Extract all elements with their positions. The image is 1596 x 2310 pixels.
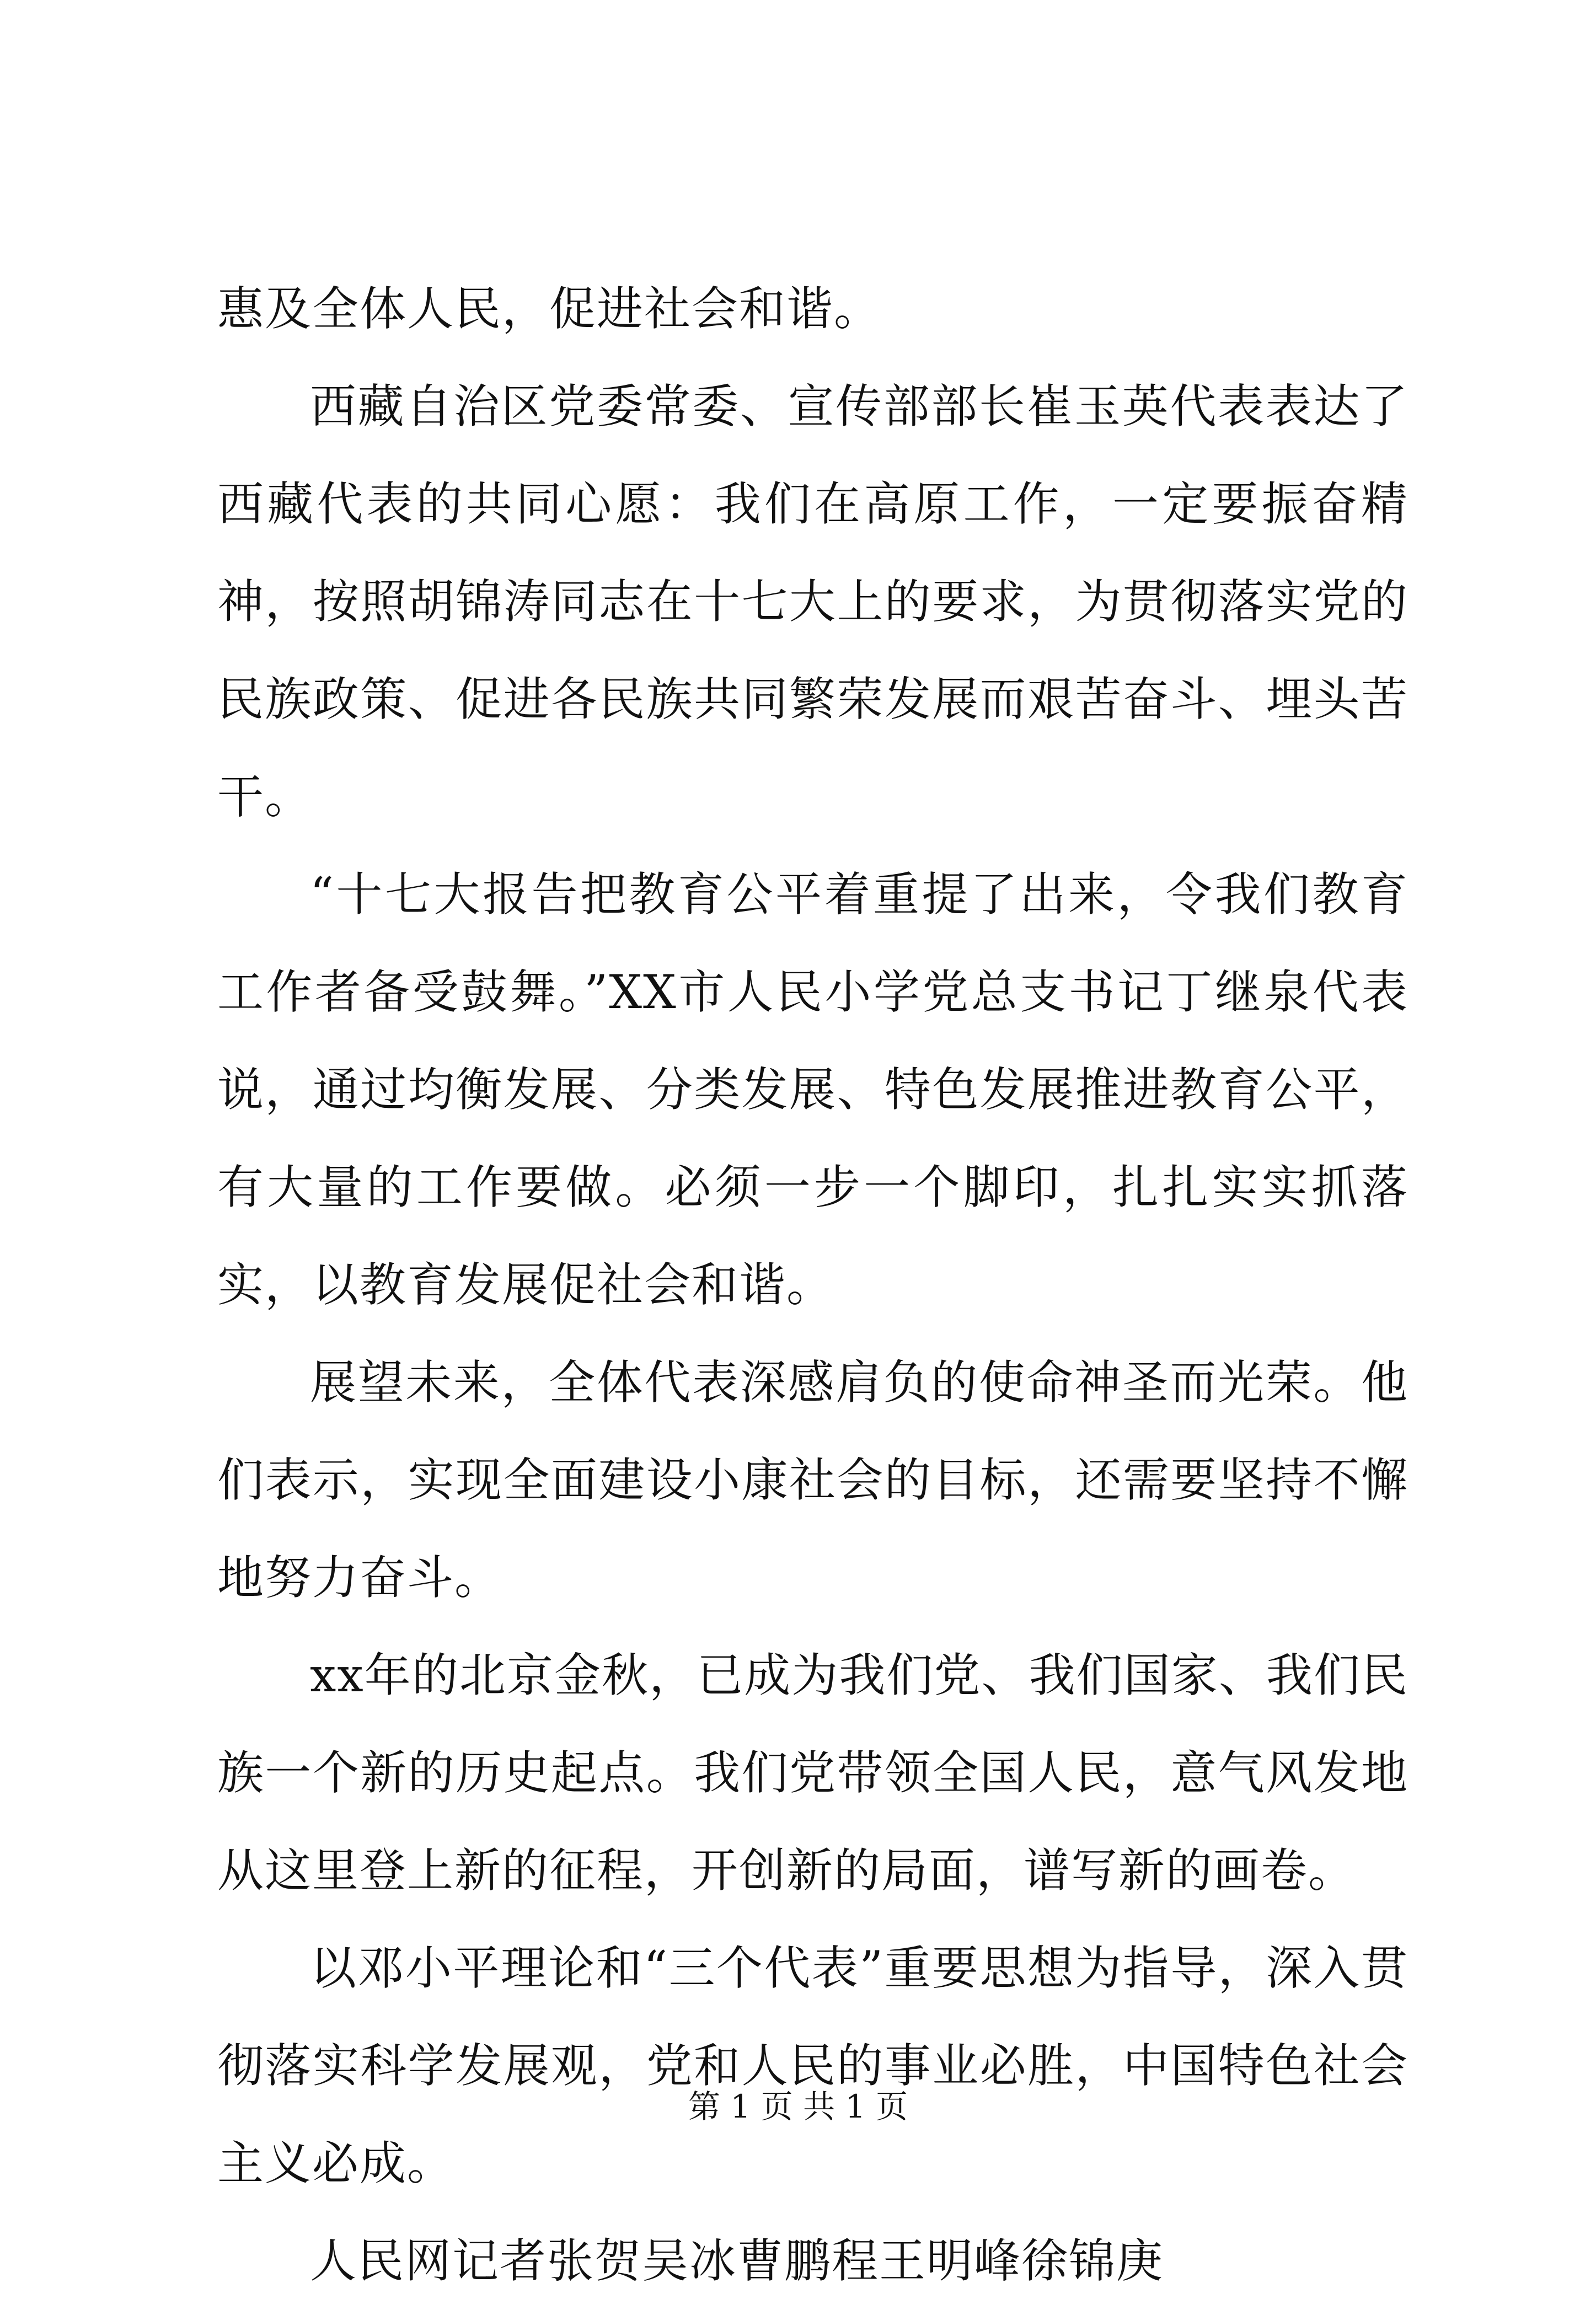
paragraph-reporters: 人民网记者张贺吴冰曹鹏程王明峰徐锦庚 (310, 2234, 1164, 2288)
paragraph-tibet-delegate: 西藏自治区党委常委、宣传部部长崔玉英代表表达了西藏代表的共同心愿：我们在高原工作，一定要振奋精神，按照胡锦涛同志在十七大上的要求，为贯彻落实党的民族政策、促进各民族共同繁荣发展而艰苦奋斗、埋头苦干。 (217, 379, 1408, 824)
paragraph-guiding-theory: 以邓小平理论和“三个代表”重要思想为指导，深入贯彻落实科学发展观，党和人民的事业必胜，中国特色社会主义必成。 (217, 1941, 1408, 2190)
paragraph-continuation: 惠及全体人民，促进社会和谐。 (217, 282, 882, 336)
page-number-footer: 第 1 页 共 1 页 (688, 2088, 908, 2125)
paragraph-beijing-autumn: xx年的北京金秋，已成为我们党、我们国家、我们民族一个新的历史起点。我们党带领全国人民，意气风发地从这里登上新的征程，开创新的局面，谱写新的画卷。 (217, 1648, 1408, 1898)
paragraph-education-equity: “十七大报告把教育公平着重提了出来，令我们教育工作者备受鼓舞。”XX市人民小学党总支书记丁继泉代表说，通过均衡发展、分类发展、特色发展推进教育公平，有大量的工作要做。必须一步一个脚印，扎扎实实抓落实，以教育发展促社会和谐。 (217, 867, 1408, 1312)
body-text (217, 260, 1408, 2310)
paragraph-future-outlook: 展望未来，全体代表深感肩负的使命神圣而光荣。他们表示，实现全面建设小康社会的目标，还需要坚持不懈地努力奋斗。 (217, 1355, 1408, 1605)
